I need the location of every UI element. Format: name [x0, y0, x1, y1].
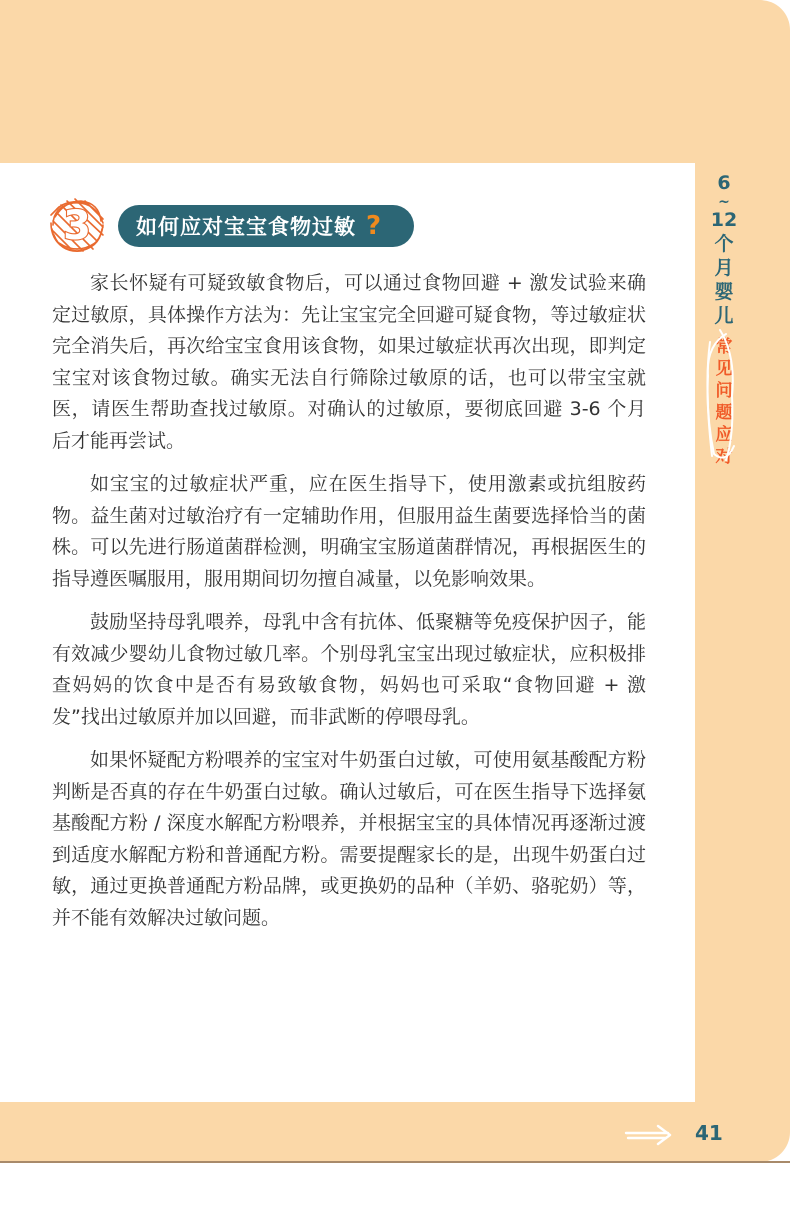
top-band	[0, 0, 790, 163]
chapter-side-title	[706, 172, 742, 470]
chapter-char: 个	[714, 233, 734, 255]
chapter-char: 常	[715, 337, 733, 357]
chapter-char: 见	[715, 359, 733, 379]
paragraph: 鼓励坚持母乳喂养，母乳中含有抗体、低聚糖等免疫保护因子，能有效减少婴幼儿食物过敏几率。个别母乳宝宝出现过敏症状，应积极排查妈妈的饮食中是否有易致敏食物，妈妈也可采取“食物回避 + 激发”找出过敏原并加以回避，而非武断的停喂母乳。	[52, 611, 646, 728]
section-number-badge	[47, 195, 107, 255]
bottom-divider	[0, 1161, 790, 1163]
question-mark-icon: ?	[366, 211, 382, 241]
paragraph: 如宝宝的过敏症状严重，应在医生指导下，使用激素或抗组胺药物。益生菌对过敏治疗有一定辅助作用，但服用益生菌要选择恰当的菌株。可以先进行肠道菌群检测，明确宝宝肠道菌群情况，再根据医生的指导遵医嘱服用，服用期间切勿擅自减量，以免影响效果。	[52, 473, 646, 590]
section-title-pill	[118, 205, 414, 247]
chapter-char: 题	[715, 403, 733, 423]
paragraph: 如果怀疑配方粉喂养的宝宝对牛奶蛋白过敏，可使用氨基酸配方粉判断是否真的存在牛奶蛋白过敏。确认过敏后，可在医生指导下选择氨基酸配方粉 / 深度水解配方粉喂养，并根据宝宝的具体情况再逐渐过渡到适度水解配方粉和普通配方粉。需要提醒家长的是，出现牛奶蛋白过敏，通过更换普通配方粉品牌，或更换奶的品种（羊奶、骆驼奶）等，并不能有效解决过敏问题。	[52, 749, 646, 929]
right-arrow-icon	[624, 1122, 674, 1148]
section-title: 如何应对宝宝食物过敏	[136, 215, 356, 239]
article-body	[52, 268, 646, 946]
chapter-char: 问	[715, 381, 733, 401]
scribble-highlight-icon	[696, 326, 744, 466]
chapter-char: 应	[715, 425, 733, 445]
chapter-char: 对	[715, 447, 733, 467]
chapter-char: 婴	[714, 281, 734, 303]
paragraph: 家长怀疑有可疑致敏食物后，可以通过食物回避 + 激发试验来确定过敏原，具体操作方法为：先让宝宝完全回避可疑食物，等过敏症状完全消失后，再次给宝宝食用该食物，如果过敏症状再次出现，即判定宝宝对该食物过敏。确实无法自行筛除过敏原的话，也可以带宝宝就医，请医生帮助查找过敏原。对确认的过敏原，要彻底回避 3-6 个月后才能再尝试。	[52, 272, 646, 452]
chapter-age-end: 12	[710, 209, 738, 231]
chapter-age-start: 6	[717, 172, 731, 194]
chapter-char: 儿	[714, 305, 734, 327]
chapter-age-tilde: ~	[718, 194, 730, 210]
page-number: 41	[695, 1121, 723, 1145]
section-number: 3	[63, 203, 91, 249]
chapter-char: 月	[714, 257, 734, 279]
chapter-subtitle	[712, 334, 737, 470]
